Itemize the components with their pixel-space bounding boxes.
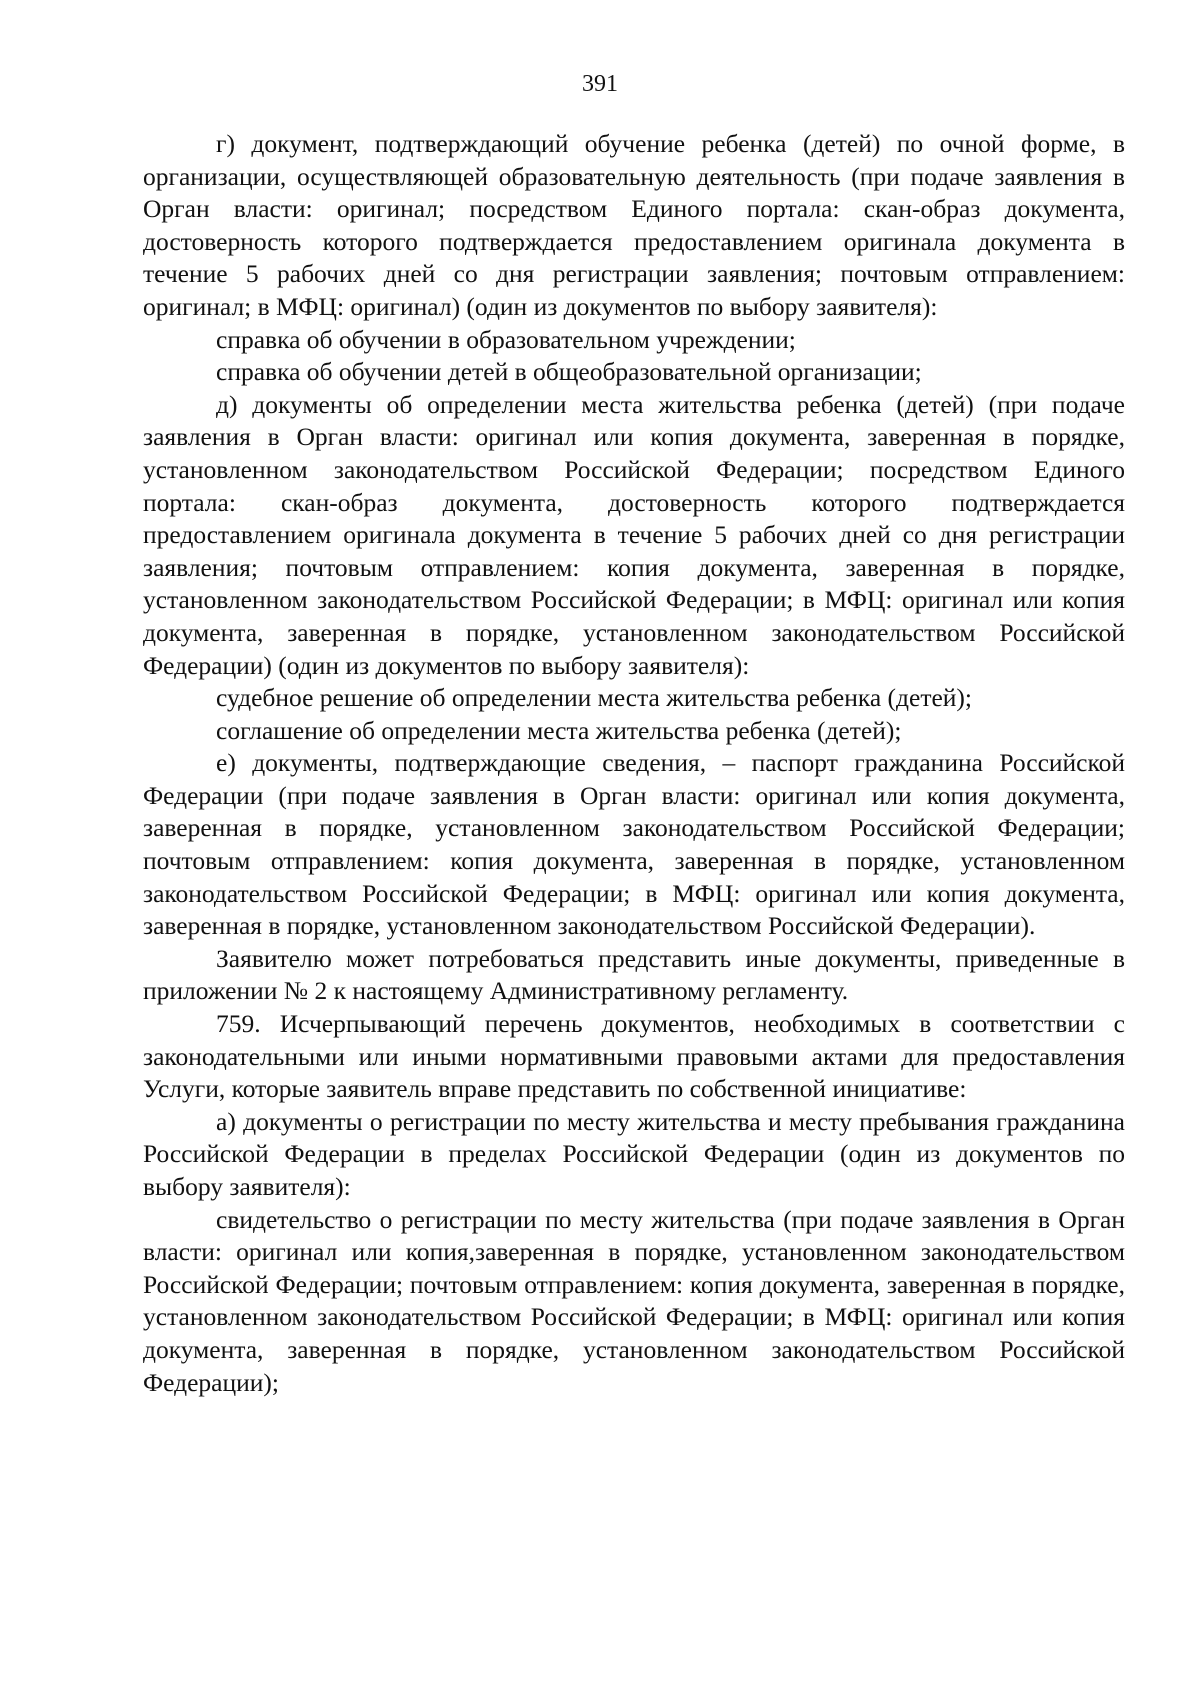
paragraph-g-education-document: г) документ, подтверждающий обучение ребенка (детей) по очной форме, в организации, осуществляющей образовательную деятельность (при подаче заявления в Орган власти: оригинал; посредством Единого портала: скан-образ документа, достоверность которого подтверждается предоставлением оригинала документа в течение 5 рабочих дней со дня регистрации заявления; почтовым отправлением: оригинал; в МФЦ: оригинал) (один из документов по выбору заявителя): — [143, 129, 1125, 321]
paragraph-additional-documents: Заявителю может потребоваться представить иные документы, приведенные в приложении № 2 к настоящему Административному регламенту. — [143, 943, 1125, 1006]
paragraph-e-passport: е) документы, подтверждающие сведения, – паспорт гражданина Российской Федерации (при подаче заявления в Орган власти: оригинал или копия документа, заверенная в порядке, установленном законодательством Российской Федерации; почтовым отправлением: копия документа, заверенная в порядке, установленном законодательством Российской Федерации; в МФЦ: оригинал или копия документа, заверенная в порядке, установленном законодательством Российской Федерации). — [143, 748, 1125, 941]
paragraph-a-registration-documents: а) документы о регистрации по месту жительства и месту пребывания гражданина Российской Федерации в пределах Российской Федерации (один из документов по выбору заявителя): — [143, 1106, 1125, 1201]
paragraph-d-residence-documents: д) документы об определении места жительства ребенка (детей) (при подаче заявления в Орган власти: оригинал или копия документа, заверенная в порядке, установленном законодательством Российской Федерации; посредством Единого портала: скан-образ документа, достоверность которого подтверждается предоставлением оригинала документа в течение 5 рабочих дней со дня регистрации заявления; почтовым отправлением: копия документа, заверенная в порядке, установленном законодательством Российской Федерации; в МФЦ: оригинал или копия документа, заверенная в порядке, установленном законодательством Российской Федерации) (один из документов по выбору заявителя): — [143, 389, 1125, 680]
page-number: 391 — [582, 71, 618, 97]
list-item-registration-certificate: свидетельство о регистрации по месту жительства (при подаче заявления в Орган власти: оригинал или копия,заверенная в порядке, установленном законодательством Российской Федерации; почтовым отправлением: копия документа, заверенная в порядке, установленном законодательством Российской Федерации; в МФЦ: оригинал или копия документа, заверенная в порядке, установленном законодательством Российской Федерации); — [143, 1204, 1125, 1397]
list-item-residence-agreement: соглашение об определении места жительства ребенка (детей); — [216, 715, 902, 745]
list-item-court-decision: судебное решение об определении места жительства ребенка (детей); — [216, 683, 973, 713]
list-item-education-certificate: справка об обучении в образовательном учреждении; — [216, 324, 796, 354]
document-body — [143, 128, 1125, 1399]
paragraph-759-document-list: 759. Исчерпывающий перечень документов, необходимых в соответствии с законодательными или иными нормативными правовыми актами для предоставления Услуги, которые заявитель вправе представить по собственной инициативе: — [143, 1009, 1125, 1104]
list-item-school-certificate: справка об обучении детей в общеобразовательной организации; — [216, 357, 922, 387]
